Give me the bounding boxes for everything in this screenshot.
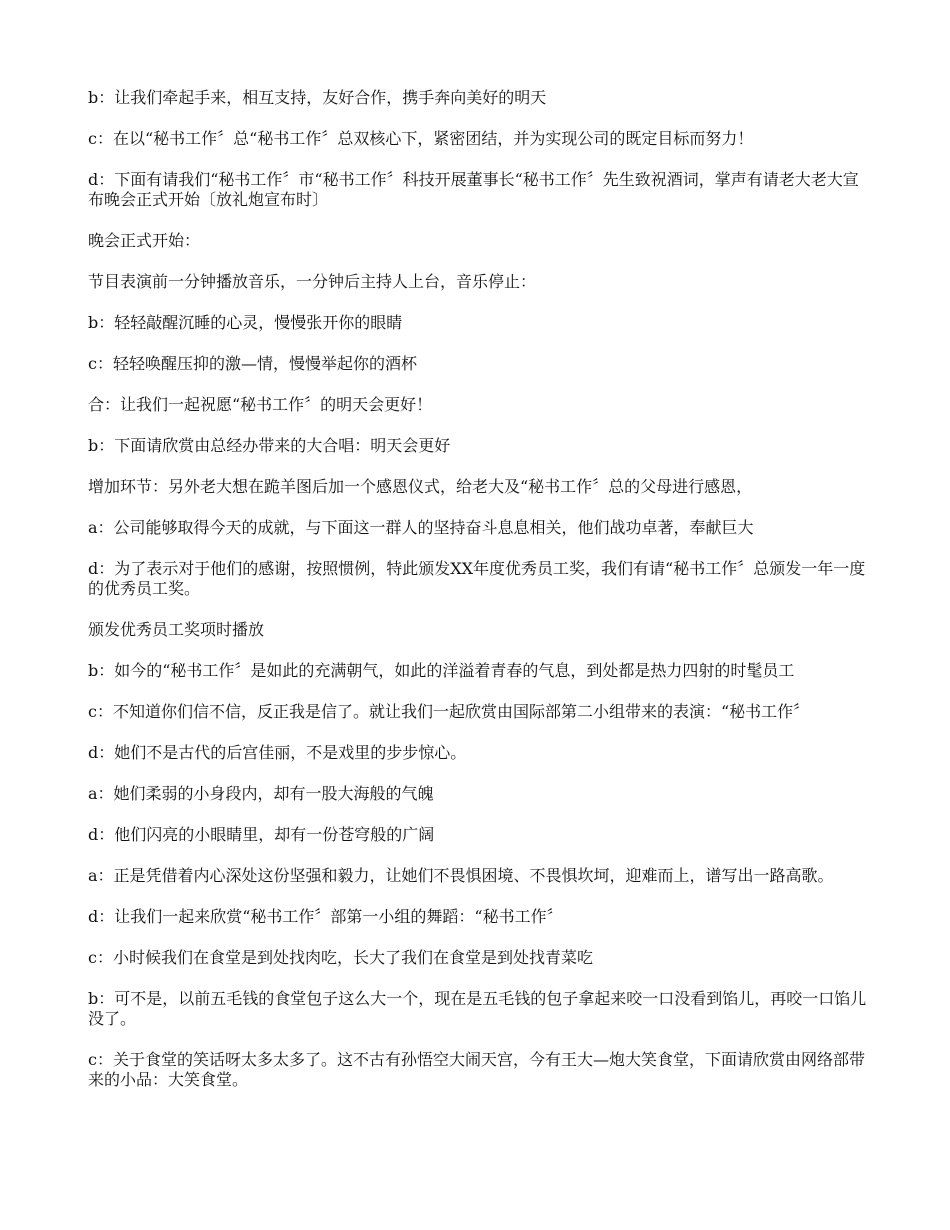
paragraph-19: a：正是凭借着内心深处这份坚强和毅力，让她们不畏惧困境、不畏惧坎坷，迎难而上，谱写出一路高歌。 (88, 866, 834, 885)
document-page (88, 88, 873, 1111)
paragraph-6: b：轻轻敲醒沉睡的心灵，慢慢张开你的眼睛 (88, 313, 403, 332)
paragraph-21: c：小时候我们在食堂是到处找肉吃，长大了我们在食堂是到处找青菜吃 (88, 948, 593, 967)
paragraph-2: c：在以“秘书工作〞总“秘书工作〞总双核心下，紧密团结，并为实现公司的既定目标而努力！ (88, 129, 754, 148)
paragraph-3: d：下面有请我们“秘书工作〞市“秘书工作〞科技开展董事长“秘书工作〞先生致祝酒词，掌声有请老大老大宣布晚会正式开始〔放礼炮宣布时〕 (88, 170, 859, 209)
paragraph-4: 晚会正式开始： (88, 231, 201, 250)
paragraph-15: c：不知道你们信不信，反正我是信了。就让我们一起欣赏由国际部第二小组带来的表演：“秘书工作〞 (88, 702, 810, 721)
paragraph-10: 增加环节：另外老大想在跪羊图后加一个感恩仪式，给老大及“秘书工作〞总的父母进行感恩， (88, 477, 753, 496)
paragraph-18: d：他们闪亮的小眼睛里，却有一份苍穹般的广阔 (88, 825, 435, 844)
paragraph-1: b：让我们牵起手来，相互支持，友好合作，携手奔向美好的明天 (88, 88, 547, 107)
paragraph-13: 颁发优秀员工奖项时播放 (88, 620, 265, 639)
paragraph-7: c：轻轻唤醒压抑的激—情，慢慢举起你的酒杯 (88, 354, 417, 373)
paragraph-5: 节目表演前一分钟播放音乐，一分钟后主持人上台，音乐停止： (88, 272, 537, 291)
paragraph-23: c：关于食堂的笑话呀太多太多了。这不古有孙悟空大闹天宫，今有王大—炮大笑食堂，下面请欣赏由网络部带来的小品：大笑食堂。 (88, 1050, 865, 1089)
paragraph-14: b：如今的“秘书工作〞是如此的充满朝气，如此的洋溢着青春的气息，到处都是热力四射的时髦员工 (88, 661, 795, 680)
paragraph-16: d：她们不是古代的后宫佳丽，不是戏里的步步惊心。 (88, 743, 467, 762)
paragraph-17: a：她们柔弱的小身段内，却有一股大海般的气魄 (88, 784, 434, 803)
paragraph-11: a：公司能够取得今天的成就，与下面这一群人的坚持奋斗息息相关，他们战功卓著，奉献巨大 (88, 518, 754, 537)
paragraph-9: b：下面请欣赏由总经办带来的大合唱：明天会更好 (88, 436, 451, 455)
paragraph-12: d：为了表示对于他们的感谢，按照惯例，特此颁发XX年度优秀员工奖，我们有请“秘书工作〞总颁发一年一度的优秀员工奖。 (88, 559, 866, 598)
paragraph-20: d：让我们一起来欣赏“秘书工作〞部第一小组的舞蹈：“秘书工作〞 (88, 907, 563, 926)
paragraph-8: 合：让我们一起祝愿“秘书工作〞的明天会更好！ (88, 395, 433, 414)
paragraph-22: b：可不是，以前五毛钱的食堂包子这么大一个，现在是五毛钱的包子拿起来咬一口没看到馅儿，再咬一口馅儿没了。 (88, 989, 867, 1028)
